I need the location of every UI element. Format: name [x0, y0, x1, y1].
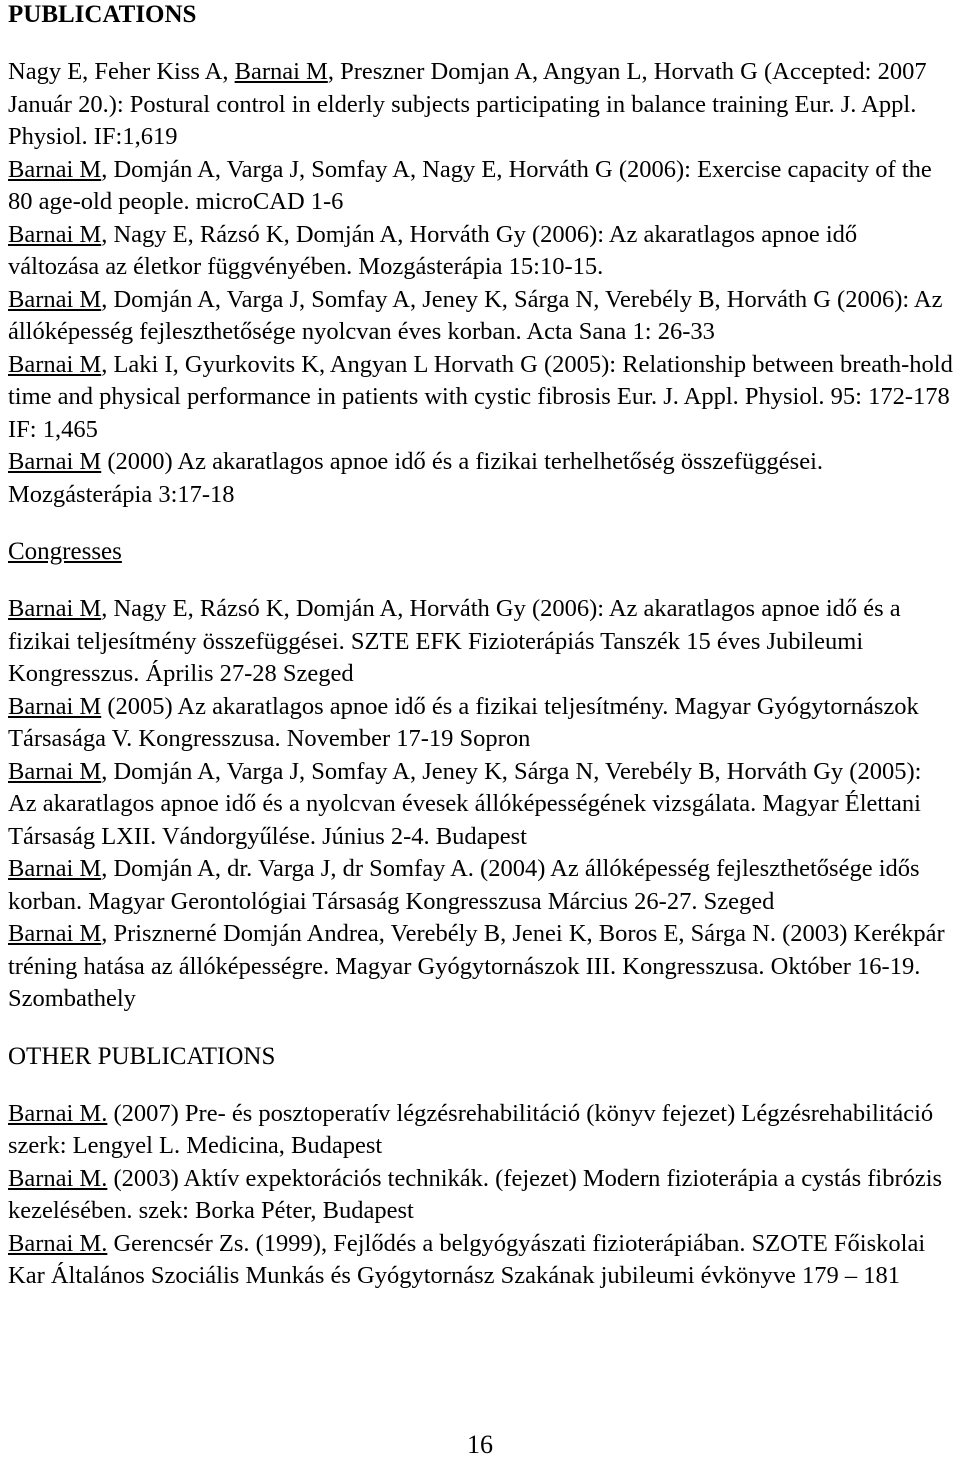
author-name: Barnai M — [8, 285, 102, 313]
entry-text: , Domján A, dr. Varga J, dr Somfay A. (2004) Az állóképesség fejleszthetősége idős korban. Magyar Gerontológiai Társaság Kongresszusa Március 26-27. Szeged — [8, 855, 920, 915]
spacer — [8, 1072, 954, 1098]
entry-text: (2007) Pre- és posztoperatív légzésrehabilitáció (könyv fejezet) Légzésrehabilitáció szerk: Lengyel L. Medicina, Budapest — [8, 1099, 934, 1159]
congress-entry — [8, 918, 954, 1016]
spacer — [8, 1016, 954, 1042]
publication-entry — [8, 349, 954, 447]
entry-text: , Prisznerné Domján Andrea, Verebély B, Jenei K, Boros E, Sárga N. (2003) Kerékpár tréning hatása az állóképességre. Magyar Gyógytornászok III. Kongresszusa. Október 16-19. Szombathely — [8, 920, 945, 1012]
entry-text: , Nagy E, Rázsó K, Domján A, Horváth Gy (2006): Az akaratlagos apnoe idő változása az életkor függvényében. Mozgásterápia 15:10-15. — [8, 220, 858, 280]
entry-text: (2000) Az akaratlagos apnoe idő és a fizikai terhelhetőség összefüggései. Mozgásterápia 3:17-18 — [8, 448, 824, 508]
publication-entry — [8, 154, 954, 219]
entry-text: Gerencsér Zs. (1999), Fejlődés a belgyógyászati fizioterápiában. SZOTE Főiskolai Kar Általános Szociális Munkás és Gyógytornász Szakának jubileumi évkönyve 179 – 181 — [8, 1229, 926, 1289]
author-name: Barnai M — [8, 595, 102, 622]
publications-heading: PUBLICATIONS — [8, 1, 197, 28]
publication-entry — [8, 284, 954, 349]
author-name: Barnai M — [8, 448, 102, 475]
other-publication-entry — [8, 1163, 954, 1228]
publication-entry — [8, 446, 954, 511]
page-number: 16 — [467, 1430, 493, 1459]
congresses-heading: Congresses — [8, 538, 122, 565]
entry-text: , Preszner Domjan A, Angyan L, Horvath G (Accepted: 2007 Január 20.): Postural control in elderly subjects participating in balance training Eur. J. Appl. Physiol. IF:1,619 — [8, 58, 927, 150]
publication-entry — [8, 56, 954, 154]
other-publication-entry — [8, 1228, 954, 1293]
entry-text: , Domján A, Varga J, Somfay A, Jeney K, Sárga N, Verebély B, Horváth G (2006): Az állóképesség fejleszthetősége nyolcvan éves korban. Acta Sana 1: 26-33 — [8, 285, 943, 345]
author-name: Barnai M — [8, 220, 102, 248]
entry-text: (2003) Aktív expektorációs technikák. (fejezet) Modern fizioterápia a cystás fibrózis kezelésében. szek: Borka Péter, Budapest — [8, 1164, 943, 1224]
author-name: Barnai M. — [8, 1229, 108, 1257]
spacer — [8, 30, 954, 56]
entry-text: Nagy E, Feher Kiss A, — [8, 58, 235, 85]
congress-entry — [8, 593, 954, 691]
author-name: Barnai M — [8, 350, 102, 378]
other-publication-entry — [8, 1098, 954, 1163]
entry-text: (2005) Az akaratlagos apnoe idő és a fizikai teljesítmény. Magyar Gyógytornászok Társasága V. Kongresszusa. November 17-19 Sopron — [8, 692, 919, 752]
spacer — [8, 511, 954, 537]
entry-text: , Domján A, Varga J, Somfay A, Jeney K, Sárga N, Verebély B, Horváth Gy (2005): Az akaratlagos apnoe idő és a nyolcvan évesek állóképességének vizsgálata. Magyar Élettani Társaság LXII. Vándorgyűlése. Június 2-4. Budapest — [8, 757, 922, 850]
other-publications-heading: OTHER PUBLICATIONS — [8, 1042, 276, 1070]
spacer — [8, 567, 954, 593]
congress-entry — [8, 691, 954, 756]
author-name: Barnai M — [234, 58, 328, 85]
author-name: Barnai M. — [8, 1099, 108, 1127]
author-name: Barnai M — [8, 920, 102, 947]
author-name: Barnai M — [8, 155, 102, 183]
author-name: Barnai M — [8, 692, 102, 720]
congress-entry — [8, 853, 954, 918]
author-name: Barnai M — [8, 855, 102, 882]
entry-text: , Nagy E, Rázsó K, Domján A, Horváth Gy (2006): Az akaratlagos apnoe idő és a fizikai teljesítmény összefüggései. SZTE EFK Fizioterápiás Tanszék 15 éves Jubileumi Kongresszus. Április 27-28 Szeged — [8, 595, 901, 687]
author-name: Barnai M. — [8, 1164, 108, 1192]
congress-entry — [8, 756, 954, 854]
entry-text: , Laki I, Gyurkovits K, Angyan L Horvath G (2005): Relationship between breath-hold time and physical performance in patients with cystic fibrosis Eur. J. Appl. Physiol. 95: 172-178 IF: 1,465 — [8, 350, 953, 443]
publication-entry — [8, 219, 954, 284]
author-name: Barnai M — [8, 757, 102, 785]
entry-text: , Domján A, Varga J, Somfay A, Nagy E, Horváth G (2006): Exercise capacity of the 80 age-old people. microCAD 1-6 — [8, 155, 932, 215]
document-page — [8, 0, 954, 1293]
